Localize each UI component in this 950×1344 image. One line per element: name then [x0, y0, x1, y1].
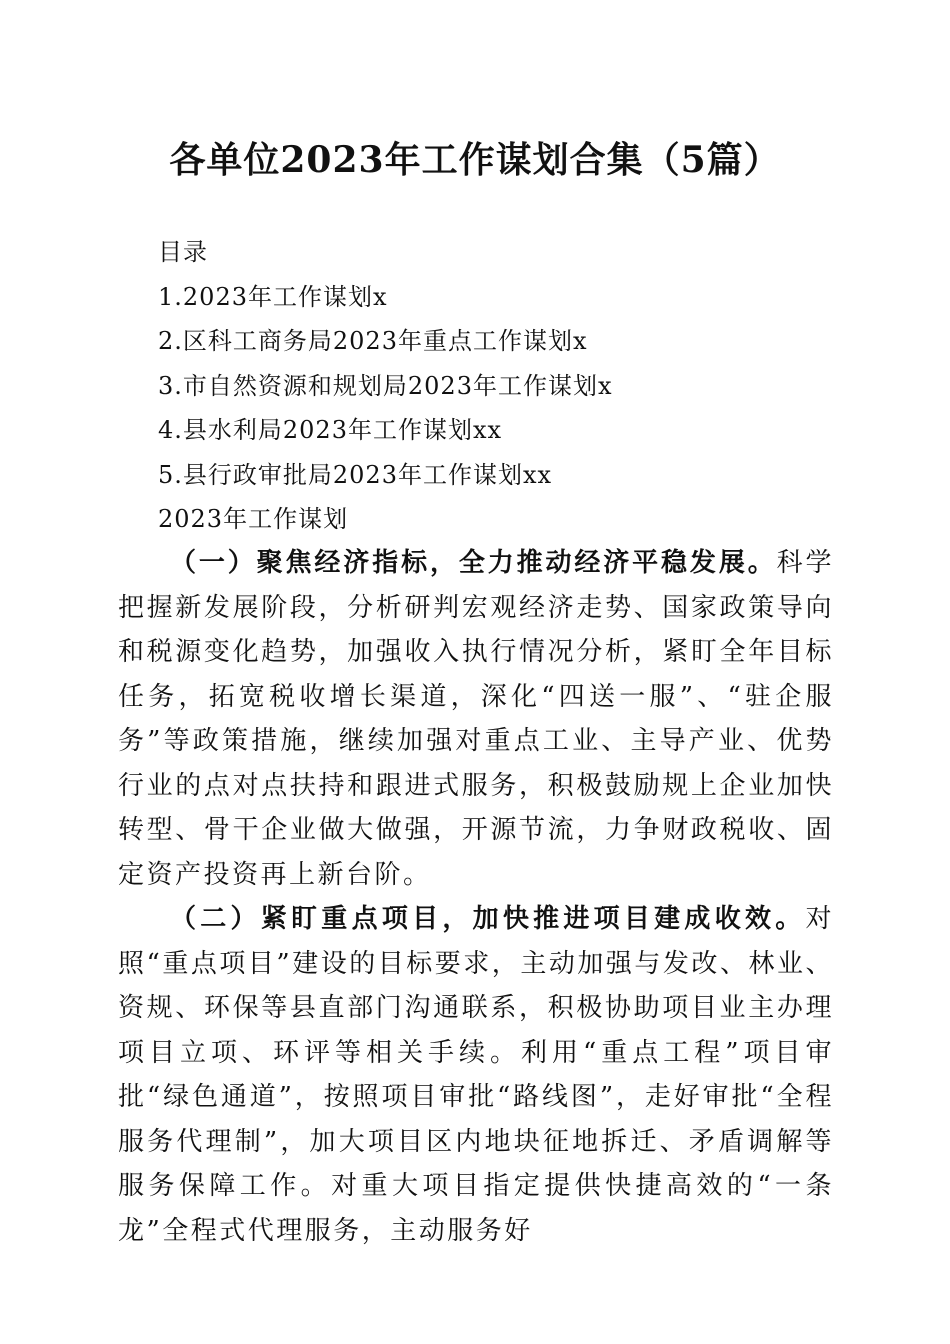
paragraph-2	[118, 897, 834, 1253]
paragraph-lead: （一）聚焦经济指标，全力推动经济平稳发展。	[170, 548, 777, 578]
paragraph-lead: （二）紧盯重点项目，加快推进项目建成收效。	[170, 904, 806, 934]
toc-item: 5.县行政审批局2023年工作谋划xx	[158, 460, 553, 489]
toc-item: 3.市自然资源和规划局2023年工作谋划x	[158, 371, 613, 400]
toc-item: 1.2023年工作谋划x	[158, 282, 388, 311]
paragraph-text: 科学把握新发展阶段，分析研判宏观经济走势、国家政策导向和税源变化趋势，加强收入执行情况分析，紧盯全年目标任务，拓宽税收增长渠道，深化“四送一服”、“驻企服务”等政策措施，继续加强对重点工业、主导产业、优势行业的点对点扶持和跟进式服务，积极鼓励规上企业加快转型、骨干企业做大做强，开源节流，力争财政税收、固定资产投资再上新台阶。	[118, 548, 834, 890]
toc-item: 2.区科工商务局2023年重点工作谋划x	[158, 327, 588, 355]
table-of-contents	[158, 230, 838, 542]
section-title: 2023年工作谋划	[158, 505, 349, 533]
toc-item: 4.县水利局2023年工作谋划xx	[158, 416, 503, 444]
body-text	[118, 541, 834, 1253]
document-title: 各单位2023年工作谋划合集（5篇）	[169, 139, 781, 181]
paragraph-1	[118, 541, 834, 897]
toc-heading: 目录	[158, 238, 208, 266]
paragraph-text: 对照“重点项目”建设的目标要求，主动加强与发改、林业、资规、环保等县直部门沟通联系，积极协助项目业主办理项目立项、环评等相关手续。利用“重点工程”项目审批“绿色通道”，按照项目审批“路线图”，走好审批“全程服务代理制”，加大项目区内地块征地拆迁、矛盾调解等服务保障工作。对重大项目指定提供快捷高效的“一条龙”全程式代理服务，主动服务好	[118, 904, 834, 1246]
